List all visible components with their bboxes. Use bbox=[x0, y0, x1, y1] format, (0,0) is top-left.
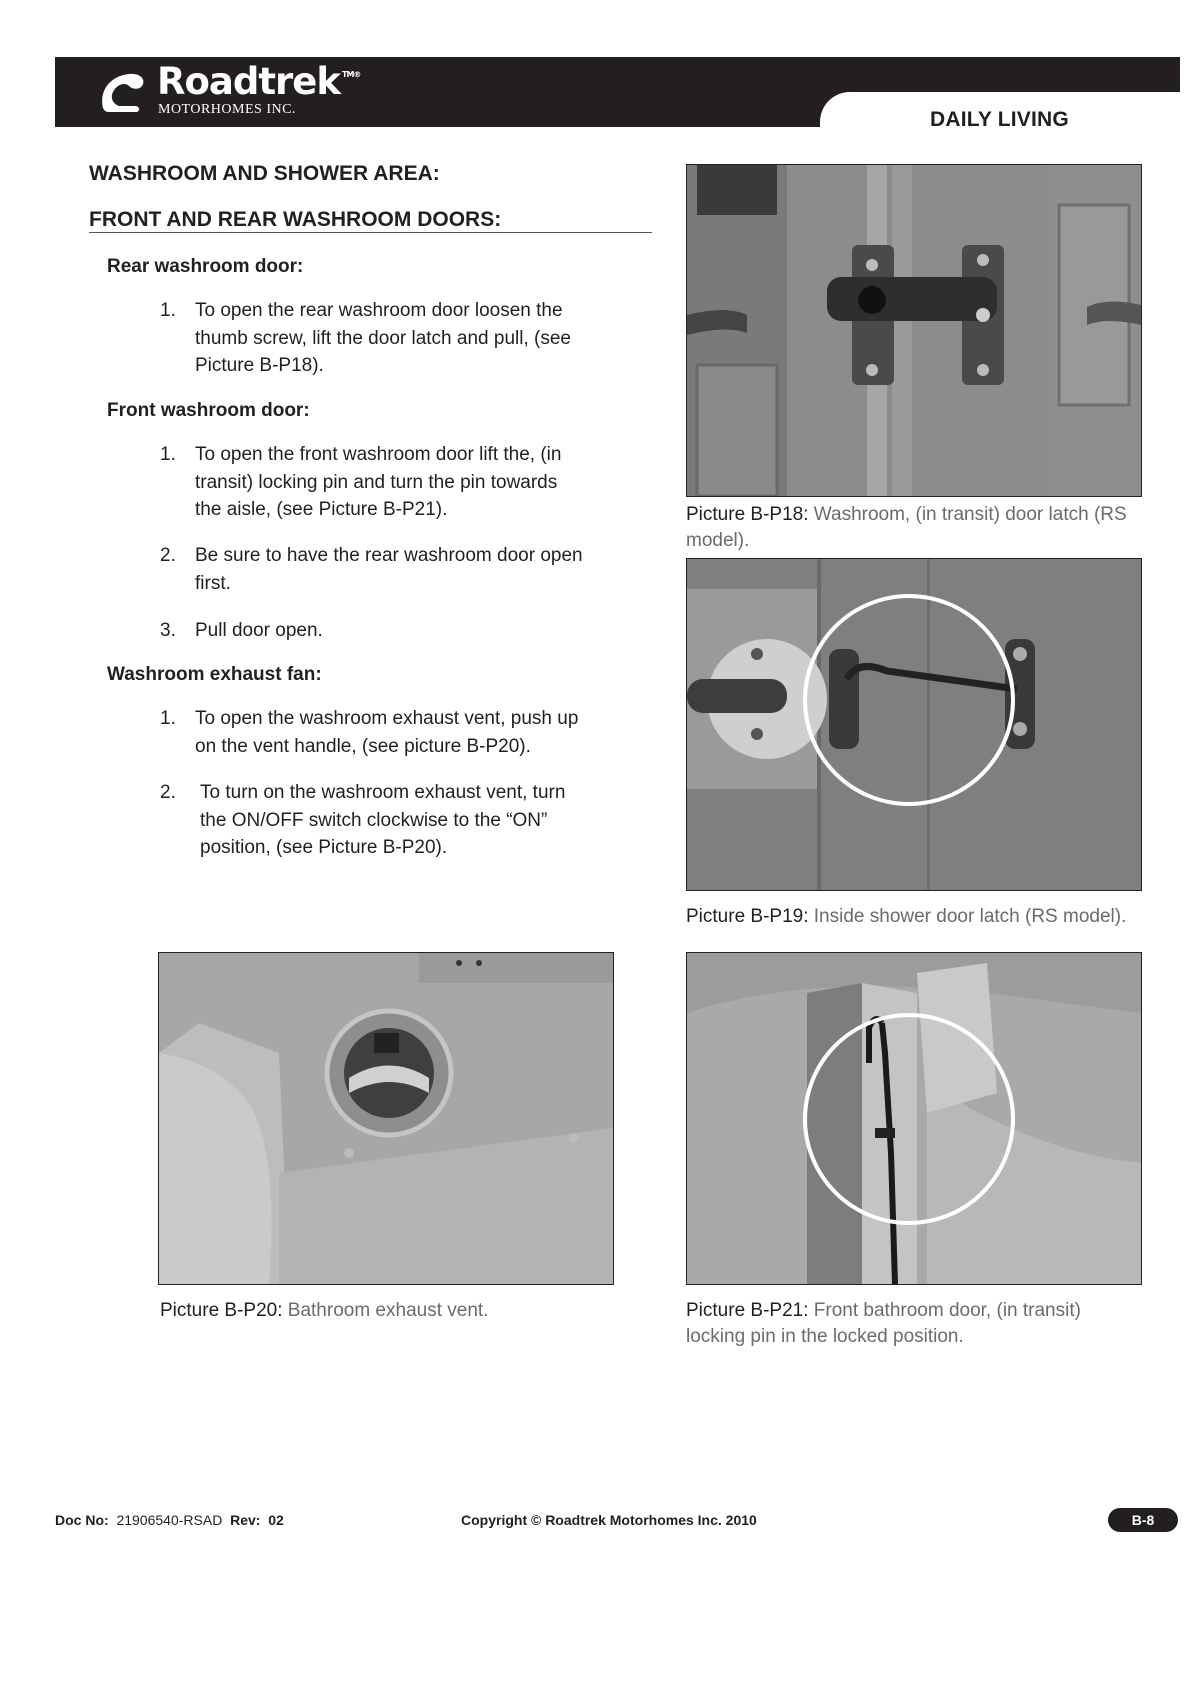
caption-b-p19-text: Inside shower door latch (RS model). bbox=[813, 906, 1127, 927]
brand-trademark: TM® bbox=[342, 70, 361, 79]
rear-step-1-text: To open the rear washroom door loosen the thumb screw, lift the door latch and pull, (see Picture B-P18). bbox=[195, 300, 571, 376]
front-step-3-text: Pull door open. bbox=[195, 620, 323, 641]
copyright: Copyright © Roadtrek Motorhomes Inc. 2010 bbox=[461, 1512, 757, 1528]
doc-no-value: 21906540-RSAD bbox=[116, 1512, 223, 1528]
front-step-1-text: To open the front washroom door lift the, (in transit) locking pin and turn the pin towards the aisle, (see Picture B-P21). bbox=[195, 444, 562, 520]
caption-b-p18-text: Washroom, (in transit) door latch (RS model). bbox=[686, 504, 1127, 551]
doc-number bbox=[55, 1512, 284, 1528]
page-number-badge: B-8 bbox=[1108, 1508, 1178, 1532]
page-heading: WASHROOM AND SHOWER AREA: bbox=[89, 162, 440, 185]
caption-b-p20-label: Picture B-P20: bbox=[160, 1300, 283, 1321]
rear-step-1-num: 1. bbox=[160, 300, 176, 321]
fan-step-1-num: 1. bbox=[160, 708, 176, 729]
photo-b-p18 bbox=[686, 164, 1142, 497]
caption-b-p21-label: Picture B-P21: bbox=[686, 1300, 809, 1321]
caption-b-p19-label: Picture B-P19: bbox=[686, 906, 809, 927]
photo-b-p21 bbox=[686, 952, 1142, 1285]
caption-b-p20-text: Bathroom exhaust vent. bbox=[287, 1300, 489, 1321]
rev-label: Rev: bbox=[230, 1512, 261, 1528]
fan-step-2-num: 2. bbox=[160, 782, 176, 803]
doc-label: Doc No: bbox=[55, 1512, 109, 1528]
front-step-1-num: 1. bbox=[160, 444, 176, 465]
photo-b-p20 bbox=[158, 952, 614, 1285]
rev-value: 02 bbox=[268, 1512, 284, 1528]
front-door-title: Front washroom door: bbox=[107, 400, 310, 421]
rear-door-title: Rear washroom door: bbox=[107, 256, 304, 277]
caption-b-p18 bbox=[686, 502, 1146, 554]
front-step-2-text: Be sure to have the rear washroom door open first. bbox=[195, 545, 583, 594]
brand-name: Roadtrek $^{TM®}$ bbox=[157, 60, 361, 103]
doors-heading: FRONT AND REAR WASHROOM DOORS: bbox=[89, 208, 502, 231]
fan-step-1-text: To open the washroom exhaust vent, push up on the vent handle, (see picture B-P20). bbox=[195, 708, 579, 757]
caption-b-p20 bbox=[160, 1298, 600, 1324]
caption-b-p19 bbox=[686, 904, 1156, 930]
section-label: DAILY LIVING bbox=[930, 108, 1069, 131]
heading-divider bbox=[89, 232, 652, 233]
brand-subtitle: MOTORHOMES INC. bbox=[158, 102, 296, 117]
caption-b-p21 bbox=[686, 1298, 1126, 1350]
roadtrek-logo-icon bbox=[95, 68, 149, 116]
front-step-3-num: 3. bbox=[160, 620, 176, 641]
exhaust-fan-title: Washroom exhaust fan: bbox=[107, 664, 322, 685]
caption-b-p21-text: Front bathroom door, (in transit) locking pin in the locked position. bbox=[686, 1300, 1081, 1347]
caption-b-p18-label: Picture B-P18: bbox=[686, 504, 809, 525]
fan-step-2-text: To turn on the washroom exhaust vent, turn the ON/OFF switch clockwise to the “ON” position, (see Picture B-P20). bbox=[200, 782, 566, 858]
photo-b-p19 bbox=[686, 558, 1142, 891]
front-step-2-num: 2. bbox=[160, 545, 176, 566]
